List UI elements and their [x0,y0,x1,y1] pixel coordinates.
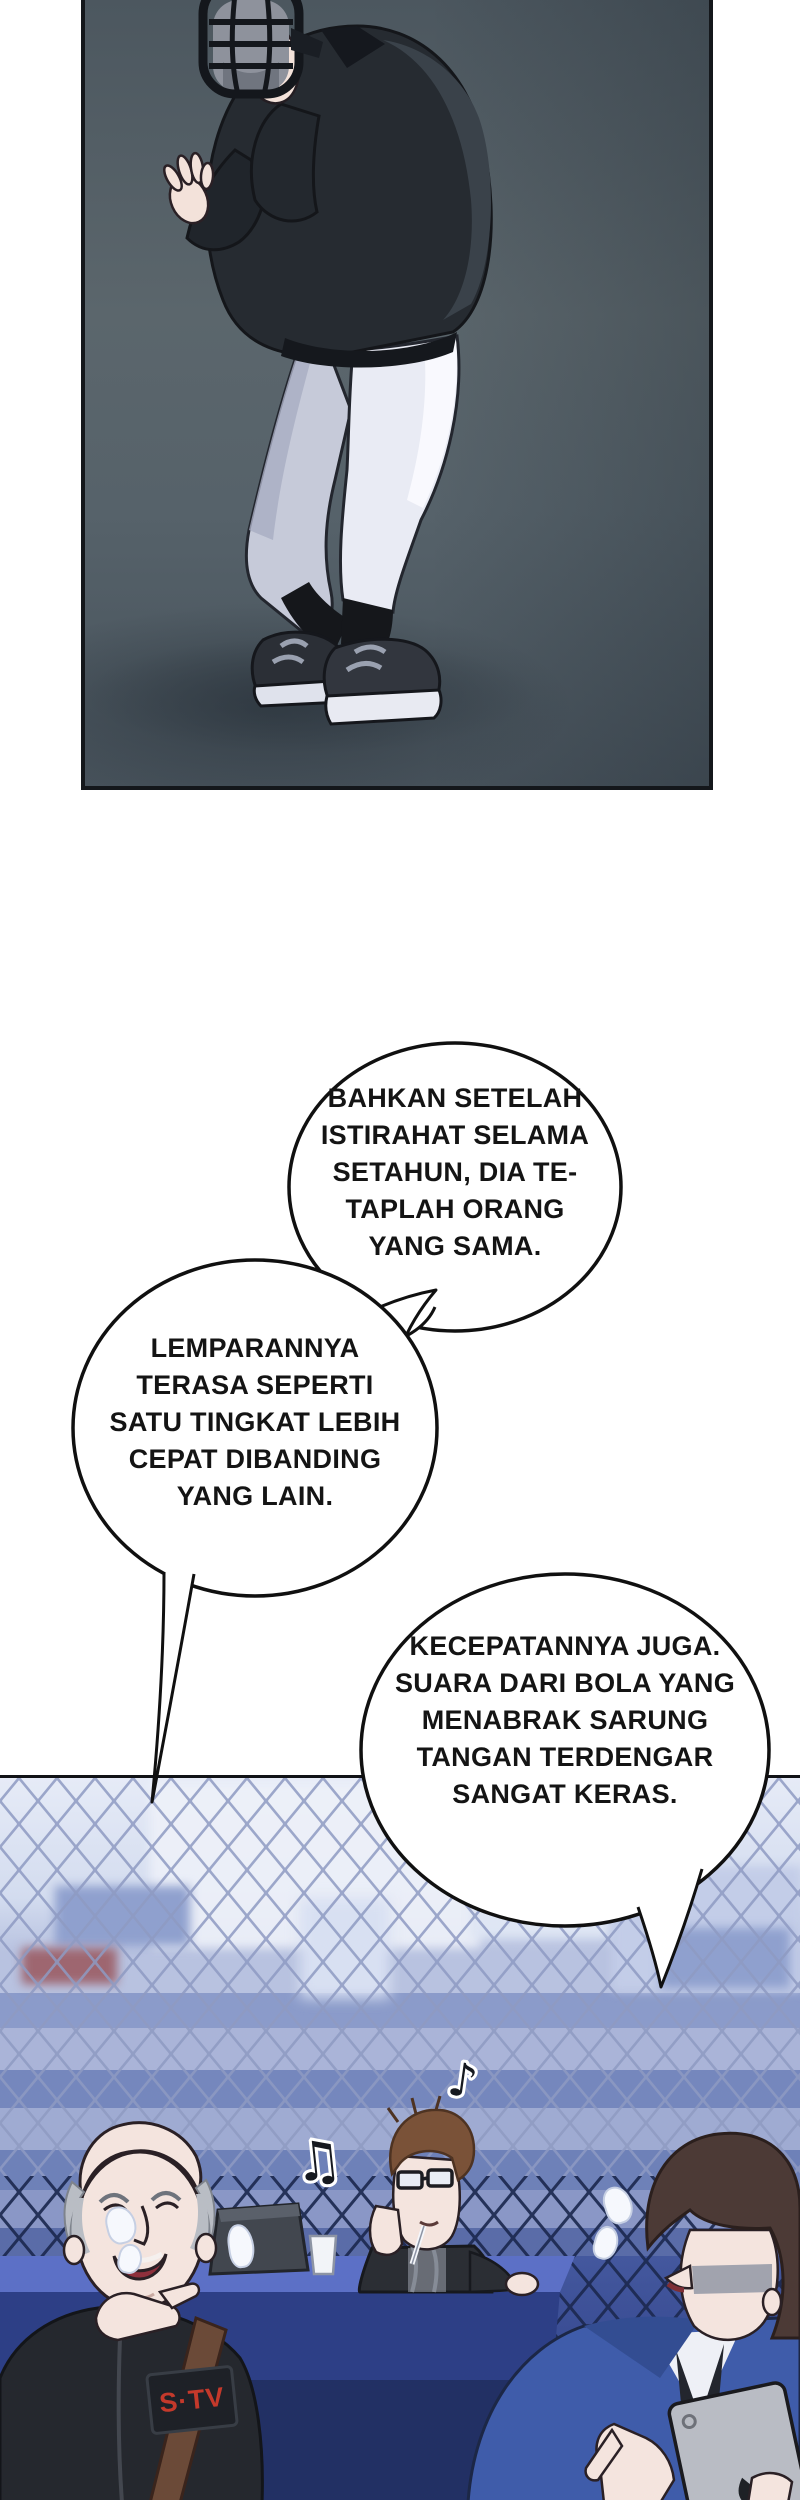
umpire-illustration [85,0,709,786]
panel-umpire [81,0,713,790]
stv-patch-label: S·TV [157,2381,227,2418]
double-music-note-icon: ♫ [290,2127,346,2195]
stv-jacket-patch [145,2365,239,2436]
speech-bubble-1-text: BAHKAN SETELAH ISTIRAHAT SELAMA SETAHUN, DIA TE- TAPLAH ORANG YANG SAMA. [320,1083,590,1261]
laptop [210,2204,308,2274]
speech-bubble-2-text: LEMPARANNYA TERASA SEPERTI SATU TINGKAT LEBIH CEPAT DIBANDING YANG LAIN. [109,1333,401,1511]
speech-bubble-3-text: KECEPATANNYA JUGA. SUARA DARI BOLA YANG MENABRAK SARUNG TANGAN TERDENGAR SANGAT KERAS. [394,1631,736,1809]
single-music-note-icon: ♪ [444,2051,482,2109]
paper-cup [310,2236,336,2274]
